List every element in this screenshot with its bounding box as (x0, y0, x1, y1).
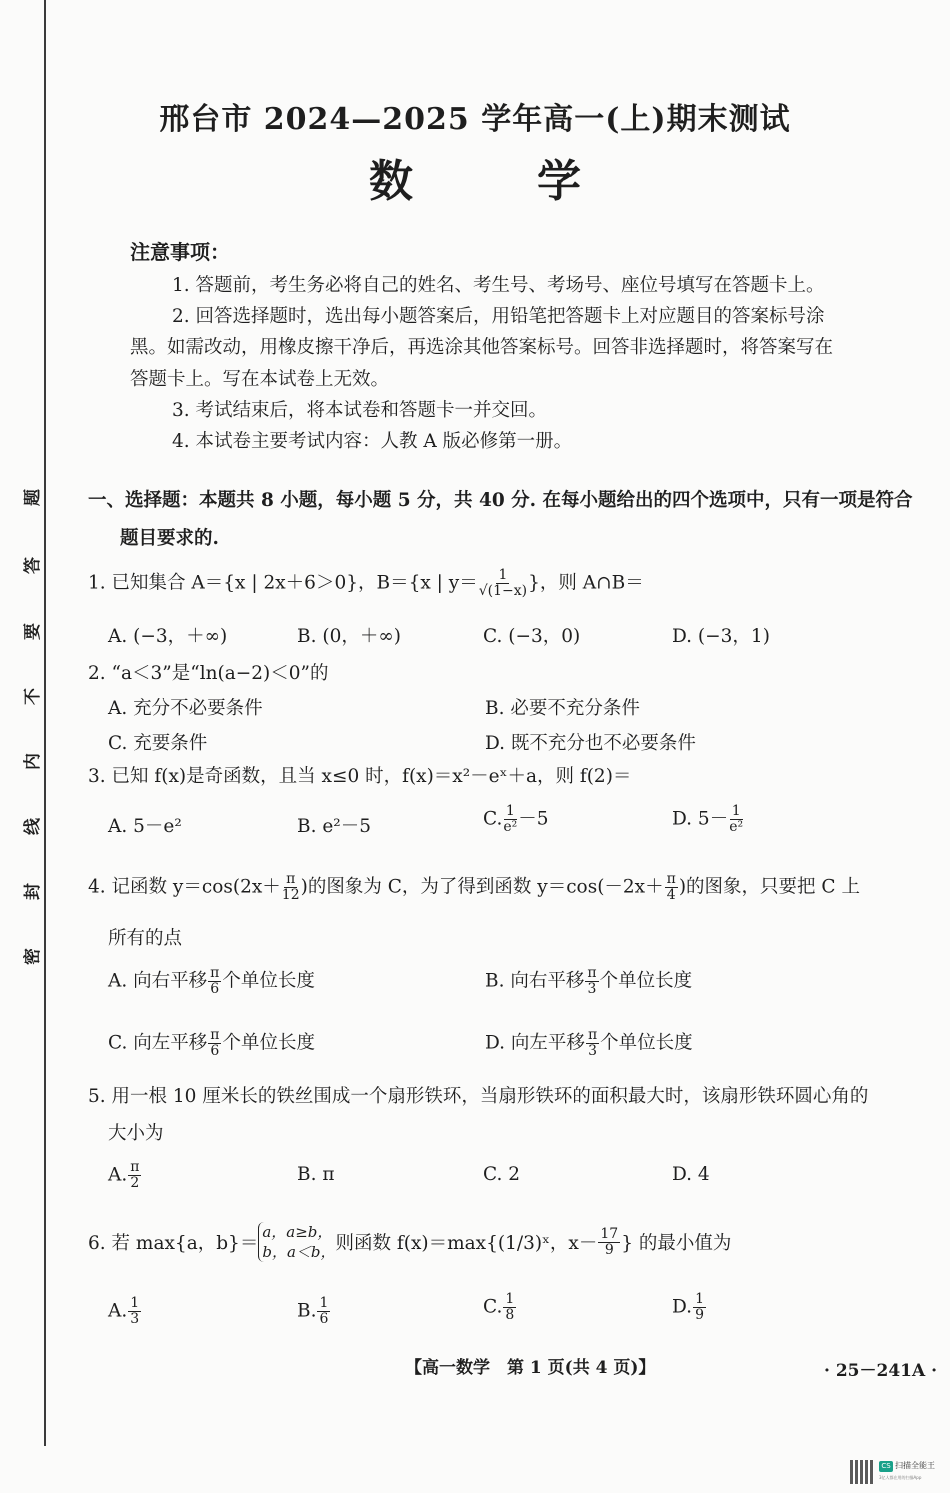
question-3: 3. 已知 f(x)是奇函数，且当 x≤0 时，f(x)＝x²－eˣ＋a，则 f(2)＝ (88, 766, 632, 787)
page-footer: 【高一数学 第 1 页(共 4 页)】 (405, 1358, 656, 1378)
seal-char: 线 (23, 818, 43, 835)
option: B. 向右平移 $\frac{\pi}{3}$ 个单位长度 (485, 965, 693, 997)
exam-subject: 数 学 (369, 156, 621, 207)
seal-char: 题 (23, 489, 43, 506)
question-1: 1. 已知集合 A＝{x | 2x＋6＞0}，B＝{x | y＝ $\frac{1}{√(1-x)}$ }，则 A∩B＝ (88, 567, 644, 599)
option: C. 2 (483, 1164, 521, 1185)
seal-char: 密 (23, 948, 43, 965)
option: B. (0，＋∞) (297, 626, 401, 647)
notice-item: 3. 考试结束后，将本试卷和答题卡一并交回。 (172, 400, 548, 421)
notice-heading: 注意事项： (130, 240, 230, 264)
camscanner-logo-icon: CS (879, 1461, 893, 1472)
scanner-name: 扫描全能王 (895, 1461, 935, 1470)
notice-item: 2. 回答选择题时，选出每小题答案后，用铅笔把答题卡上对应题目的答案标号涂 (172, 306, 825, 327)
exam-code: · 25－241A · (824, 1361, 938, 1381)
question-5: 5. 用一根 10 厘米长的铁丝围成一个扇形铁环，当扇形铁环的面积最大时，该扇形铁环圆心角的 (88, 1086, 869, 1107)
option: D. 5－ $\frac{1}{\text{e²}}$ (672, 803, 744, 835)
question-4: 4. 记函数 y＝cos(2x＋ $\frac{\pi}{12}$ )的图象为 C，为了得到函数 y＝cos(－2x＋ $\frac{\pi}{4}$ )的图象，只要把 C 上 (88, 871, 860, 903)
notice-item: 1. 答题前，考生务必将自己的姓名、考生号、考场号、座位号填写在答题卡上。 (172, 275, 825, 296)
fraction: $\frac{1}{√(1-x)}$ (478, 567, 528, 599)
notice-item: 黑。如需改动，用橡皮擦干净后，再选涂其他答案标号。回答非选择题时，将答案写在 (130, 337, 834, 358)
qr-code-icon (850, 1460, 874, 1484)
option: A. 充分不必要条件 (108, 698, 263, 719)
seal-char: 内 (23, 753, 43, 770)
question-5-cont: 大小为 (108, 1123, 164, 1144)
option: B. $\frac{1}{6}$ (297, 1295, 329, 1327)
option: B. 必要不充分条件 (485, 698, 640, 719)
seal-char: 要 (23, 623, 43, 640)
question-2: 2. “a＜3”是“ln(a−2)＜0”的 (88, 663, 329, 684)
option: C. 充要条件 (108, 733, 208, 754)
section-heading-cont: 题目要求的. (120, 528, 219, 549)
option: A. $\frac{\pi}{2}$ (108, 1159, 140, 1191)
seal-char: 不 (23, 688, 43, 705)
option: D. $\frac{1}{9}$ (672, 1291, 704, 1323)
option: A. $\frac{1}{3}$ (108, 1295, 140, 1327)
option: D. 向左平移 $\frac{\pi}{3}$ 个单位长度 (485, 1027, 693, 1059)
option: D. 4 (672, 1164, 710, 1185)
section-heading: 一、选择题：本题共 8 小题，每小题 5 分，共 40 分. 在每小题给出的四个选项中，只有一项是符合 (88, 490, 913, 511)
seal-char: 答 (23, 557, 43, 574)
option: C. $\frac{1}{8}$ (483, 1291, 515, 1323)
scanner-tagline: 3亿人都在用的扫描App (879, 1475, 922, 1480)
option: A. 向右平移 $\frac{\pi}{6}$ 个单位长度 (108, 965, 315, 997)
option: A. (−3，＋∞) (108, 626, 228, 647)
question-6: 6. 若 max{a，b}＝ a，a≥b， b，a＜b， 则函数 f(x)＝max{(1/3)ˣ，x－ $\frac{17}{9}$ } 的最小值为 (88, 1223, 732, 1261)
notice-item: 4. 本试卷主要考试内容：人教 A 版必修第一册。 (172, 431, 573, 452)
exam-title: 邢台市 2024—2025 学年高一(上)期末测试 (159, 102, 791, 137)
binding-line (44, 0, 46, 1446)
option: A. 5－e² (108, 816, 182, 837)
option: B. e²－5 (297, 816, 371, 837)
seal-char: 封 (23, 883, 43, 900)
option: B. π (297, 1164, 335, 1185)
question-4-cont: 所有的点 (108, 928, 183, 949)
notice-item: 答题卡上。写在本试卷上无效。 (130, 369, 390, 390)
option: C. $\frac{1}{\text{e²}}$ －5 (483, 803, 549, 835)
option: C. (−3，0) (483, 626, 581, 647)
option: C. 向左平移 $\frac{\pi}{6}$ 个单位长度 (108, 1027, 315, 1059)
option: D. 既不充分也不必要条件 (485, 733, 696, 754)
option: D. (−3，1) (672, 626, 770, 647)
piecewise: a，a≥b， b，a＜b， (258, 1222, 335, 1262)
